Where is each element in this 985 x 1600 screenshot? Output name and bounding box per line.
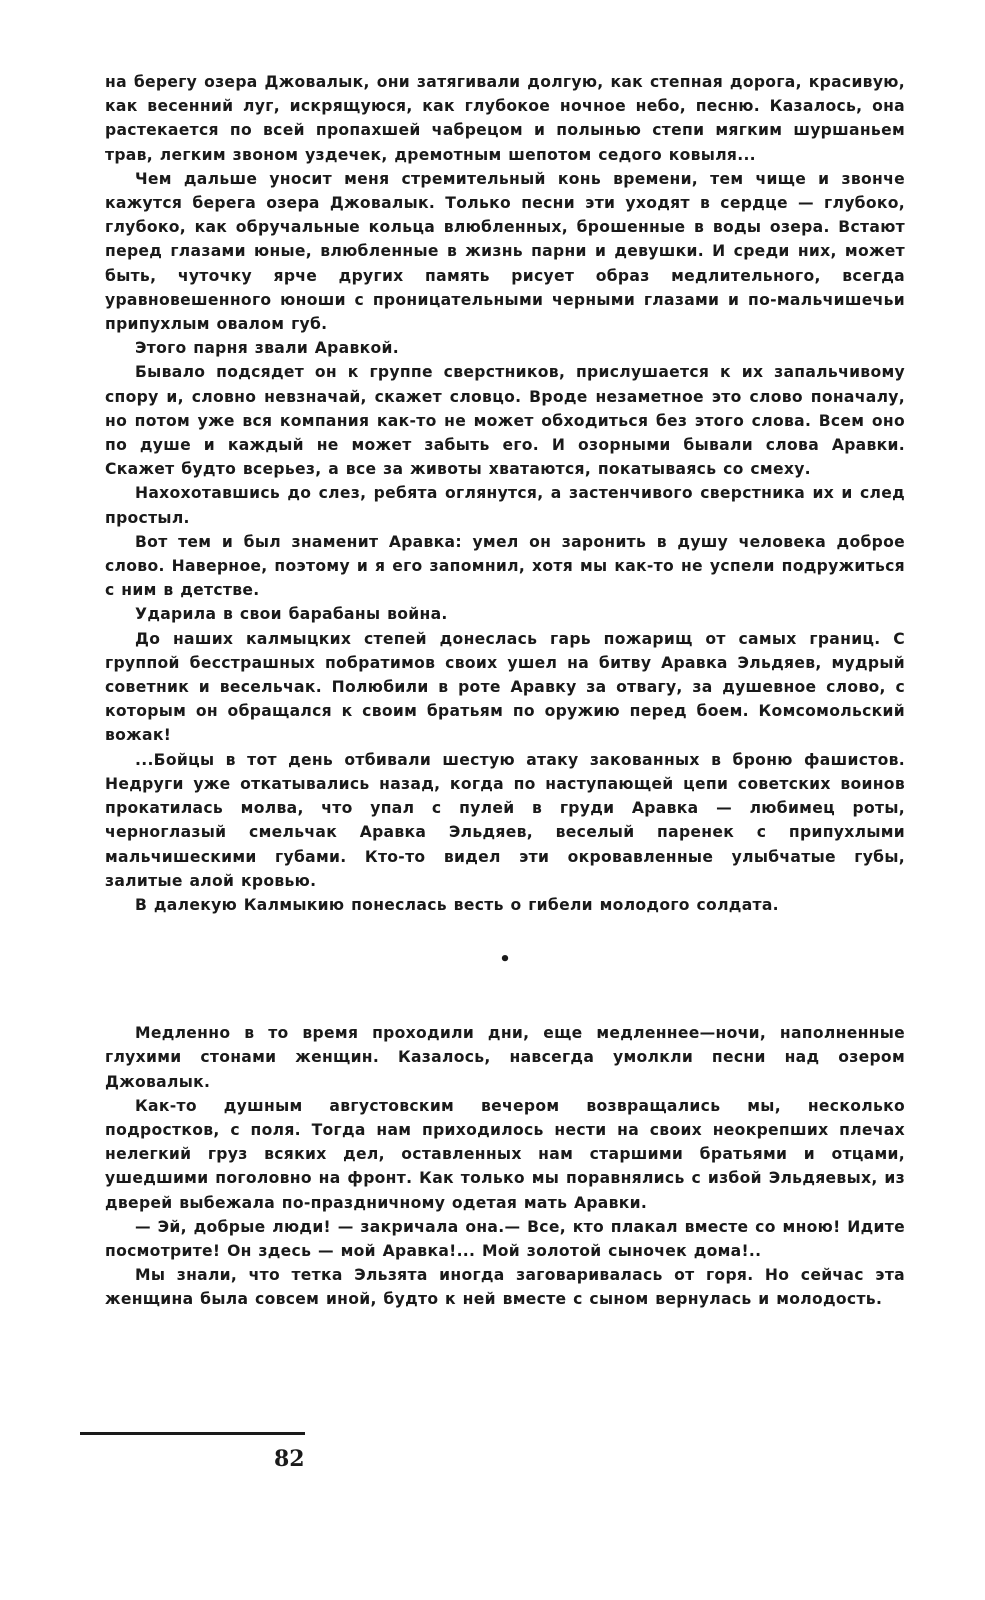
paragraph: Медленно в то время проходили дни, еще медленнее—ночи, наполненные глухими стонами женщин. Казалось, навсегда умолкли песни над озером Джовалык. (105, 1024, 905, 1091)
paragraph: Бывало подсядет он к группе сверстников, прислушается к их запальчивому спору и, словно невзначай, скажет словцо. Вроде незаметное это слово поначалу, но потом уже вся компания как-то не может обходиться без этого слова. Всем оно по душе и каждый не может забыть его. И озорными бывали слова Аравки. Скажет будто всерьез, а все за животы хватаются, покатываясь со смеху. (105, 363, 905, 479)
paragraph: на берегу озера Джовалык, они затягивали долгую, как степная дорога, красивую, как весенний луг, искрящуюся, как глубокое ночное небо, песню. Казалось, она растекается по всей пропахшей чабрецом и полынью степи мягким шуршаньем трав, легким звоном уздечек, дремотным шепотом седого ковыля... (105, 73, 905, 164)
paragraph: Этого парня звали Аравкой. (135, 339, 399, 358)
page-body (105, 70, 905, 1312)
paragraph: — Эй, добрые люди! — закричала она.— Все, кто плакал вместе со мною! Идите посмотрите! Он здесь — мой Аравка!... Мой золотой сыночек дома!.. (105, 1217, 905, 1260)
section-break-mark: • (499, 949, 511, 971)
paragraph: До наших калмыцких степей донеслась гарь пожарищ от самых границ. С группой бесстрашных побратимов своих ушел на битву Аравка Эльдяев, мудрый советник и весельчак. Полюбили в роте Аравку за отвагу, за душевное слово, с которым он обращался к своим братьям по оружию перед боем. Комсомольский вожак! (105, 629, 905, 745)
page-number: 82 (274, 1446, 305, 1472)
footer-divider (80, 1432, 305, 1435)
paragraph: ...Бойцы в тот день отбивали шестую атаку закованных в броню фашистов. Недруги уже откатывались назад, когда по наступающей цепи советских воинов прокатилась молва, что упал с пулей в груди Аравка — любимец роты, черноглазый смельчак Аравка Эльдяев, веселый паренек с припухлыми мальчишескими губами. Кто-то видел эти окровавленные улыбчатые губы, залитые алой кровью. (105, 750, 905, 890)
paragraph: Вот тем и был знаменит Аравка: умел он заронить в душу человека доброе слово. Наверное, поэтому и я его запомнил, хотя мы как-то не успели подружиться с ним в детстве. (105, 532, 905, 600)
paragraph: Как-то душным августовским вечером возвращались мы, несколько подростков, с поля. Тогда нам приходилось нести на своих неокрепших плечах нелегкий груз всяких дел, оставленных нам старшими братьями и отцами, ушедшими поголовно на фронт. Как только мы поравнялись с избой Эльдяевых, из дверей выбежала по-праздничному одетая мать Аравки. (105, 1096, 905, 1212)
paragraph: Нахохотавшись до слез, ребята оглянутся, а застенчивого сверстника их и след простыл. (105, 484, 905, 527)
paragraph: Ударила в свои барабаны война. (135, 605, 448, 624)
paragraph: Чем дальше уносит меня стремительный конь времени, тем чище и звонче кажутся берега озера Джовалык. Только песни эти уходят в сердце — глубоко, глубоко, как обручальные кольца влюбленных, брошенные в воды озера. Встают перед глазами юные, влюбленные в жизнь парни и девушки. И среди них, может быть, чуточку ярче других память рисует образ медлительного, всегда уравновешенного юноши с проницательными черными глазами и по-мальчишечьи припухлым овалом губ. (105, 169, 905, 334)
paragraph: Мы знали, что тетка Эльзята иногда заговаривалась от горя. Но сейчас эта женщина была совсем иной, будто к ней вместе с сыном вернулась и молодость. (105, 1266, 905, 1309)
paragraph: В далекую Калмыкию понеслась весть о гибели молодого солдата. (135, 895, 779, 914)
